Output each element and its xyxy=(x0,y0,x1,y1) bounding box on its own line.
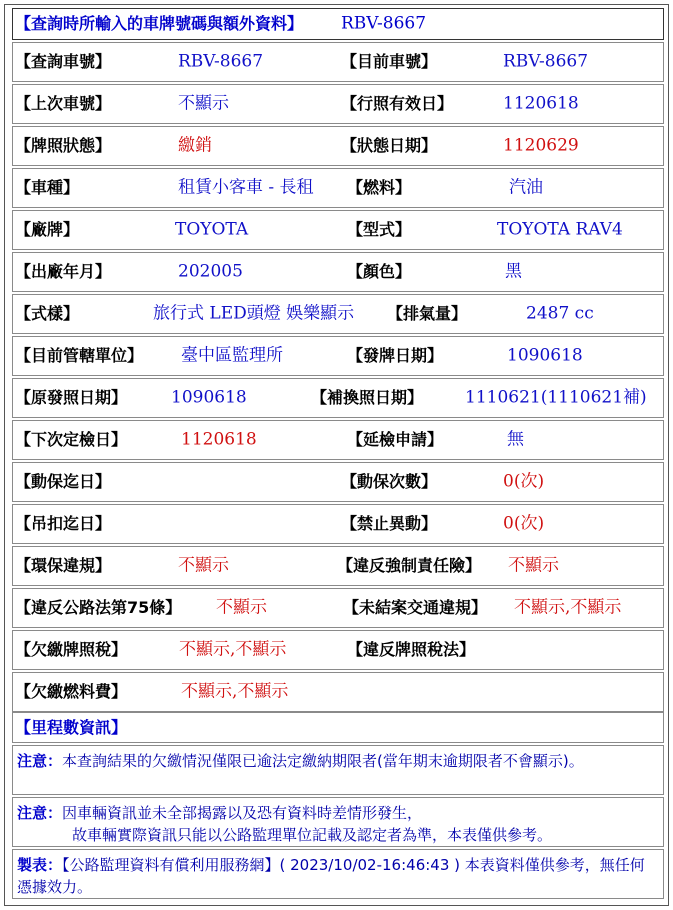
field-value: RBV-8667 xyxy=(178,51,264,72)
field-value: 不顯示 xyxy=(508,555,559,576)
notice-2-line1: 因車輛資訊並未全部揭露以及恐有資料時差情形發生， xyxy=(62,804,423,822)
field-value: 1090618 xyxy=(171,387,247,408)
info-row xyxy=(12,294,664,334)
notice-1-text: 本查詢結果的欠繳情況僅限已逾法定繳納期限者(當年期末逾期限者不會顯示)。 xyxy=(62,752,584,770)
field-label: 【欠繳燃料費】 xyxy=(15,682,128,701)
field-label: 【狀態日期】 xyxy=(341,136,438,155)
info-row xyxy=(12,336,664,376)
info-row xyxy=(12,630,664,670)
mileage-title: 【里程數資訊】 xyxy=(15,717,128,737)
field-value: 0(次) xyxy=(503,471,545,492)
field-value: 租賃小客車 - 長租 xyxy=(178,177,314,198)
notice-1 xyxy=(12,745,664,795)
query-header-row xyxy=(12,8,664,40)
field-value: RBV-8667 xyxy=(503,51,589,72)
field-value: 202005 xyxy=(178,261,243,282)
notice-2 xyxy=(12,797,664,847)
field-label: 【環保違規】 xyxy=(15,556,112,575)
field-label: 【出廠年月】 xyxy=(15,262,112,281)
info-row xyxy=(12,504,664,544)
field-label: 【燃料】 xyxy=(347,178,412,197)
footer-note xyxy=(12,849,664,899)
field-value: 不顯示,不顯示 xyxy=(514,597,622,618)
field-label: 【排氣量】 xyxy=(387,304,468,323)
field-value: 繳銷 xyxy=(178,135,212,156)
info-row xyxy=(12,420,664,460)
field-label: 【牌照狀態】 xyxy=(15,136,112,155)
info-row xyxy=(12,210,664,250)
notice-2-label: 注意： xyxy=(17,804,63,822)
footer-text: 【公路監理資料有償利用服務網】( 2023/10/02-16:46:43 ) 本表資料僅供參考，無任何憑據效力。 xyxy=(17,856,645,896)
field-label: 【欠繳牌照稅】 xyxy=(15,640,128,659)
footer-label: 製表： xyxy=(17,856,63,874)
info-row xyxy=(12,126,664,166)
field-label: 【目前車號】 xyxy=(341,52,438,71)
field-value: 汽油 xyxy=(509,177,543,198)
info-row xyxy=(12,252,664,292)
field-label: 【顏色】 xyxy=(347,262,412,281)
field-label: 【型式】 xyxy=(347,220,412,239)
field-label: 【原發照日期】 xyxy=(15,388,128,407)
info-row xyxy=(12,462,664,502)
field-value: TOYOTA RAV4 xyxy=(497,219,623,240)
field-value: 1120618 xyxy=(503,93,579,114)
field-label: 【式樣】 xyxy=(15,304,80,323)
info-row xyxy=(12,378,664,418)
field-label: 【下次定檢日】 xyxy=(15,430,128,449)
field-label: 【違反強制責任險】 xyxy=(337,556,482,575)
field-label: 【目前管轄單位】 xyxy=(15,346,144,365)
info-row xyxy=(12,84,664,124)
field-label: 【禁止異動】 xyxy=(341,514,438,533)
field-label: 【車種】 xyxy=(15,178,80,197)
report-frame xyxy=(4,4,669,906)
field-label: 【動保次數】 xyxy=(341,472,438,491)
field-value: 1090618 xyxy=(507,345,583,366)
field-value: 0(次) xyxy=(503,513,545,534)
field-label: 【上次車號】 xyxy=(15,94,112,113)
info-row xyxy=(12,672,664,712)
field-label: 【違反公路法第75條】 xyxy=(15,598,182,617)
query-header-title: 【查詢時所輸入的車牌號碼與額外資料】 xyxy=(15,14,304,33)
info-row xyxy=(12,42,664,82)
info-row xyxy=(12,168,664,208)
field-value: 不顯示,不顯示 xyxy=(181,681,289,702)
field-value: 2487 cc xyxy=(526,303,594,324)
field-label: 【違反牌照稅法】 xyxy=(347,640,476,659)
field-value: 不顯示 xyxy=(178,555,229,576)
field-value: 無 xyxy=(507,429,524,450)
field-value: 1110621(1110621補) xyxy=(465,387,647,408)
info-row xyxy=(12,588,664,628)
field-value: 1120618 xyxy=(181,429,257,450)
notice-2-line2: 故車輛實際資訊只能以公路監理單位記載及認定者為準，本表僅供參考。 xyxy=(72,826,553,844)
field-value: 不顯示 xyxy=(178,93,229,114)
field-label: 【未結案交通違規】 xyxy=(343,598,488,617)
mileage-section-header xyxy=(12,712,664,743)
notice-1-label: 注意： xyxy=(17,752,63,770)
field-value: 黑 xyxy=(505,261,522,282)
field-value: 不顯示,不顯示 xyxy=(179,639,287,660)
field-value: 1120629 xyxy=(503,135,579,156)
field-value: 旅行式 LED頭燈 娛樂顯示 xyxy=(153,303,355,324)
field-value: TOYOTA xyxy=(175,219,249,240)
info-row xyxy=(12,546,664,586)
field-label: 【吊扣迄日】 xyxy=(15,514,112,533)
field-value: 臺中區監理所 xyxy=(181,345,283,366)
field-label: 【廠牌】 xyxy=(15,220,80,239)
field-label: 【行照有效日】 xyxy=(341,94,454,113)
field-label: 【發牌日期】 xyxy=(347,346,444,365)
field-value: 不顯示 xyxy=(216,597,267,618)
field-label: 【延檢申請】 xyxy=(347,430,444,449)
query-header-plate: RBV-8667 xyxy=(341,13,427,34)
field-label: 【查詢車號】 xyxy=(15,52,112,71)
field-label: 【補換照日期】 xyxy=(311,388,424,407)
field-label: 【動保迄日】 xyxy=(15,472,112,491)
